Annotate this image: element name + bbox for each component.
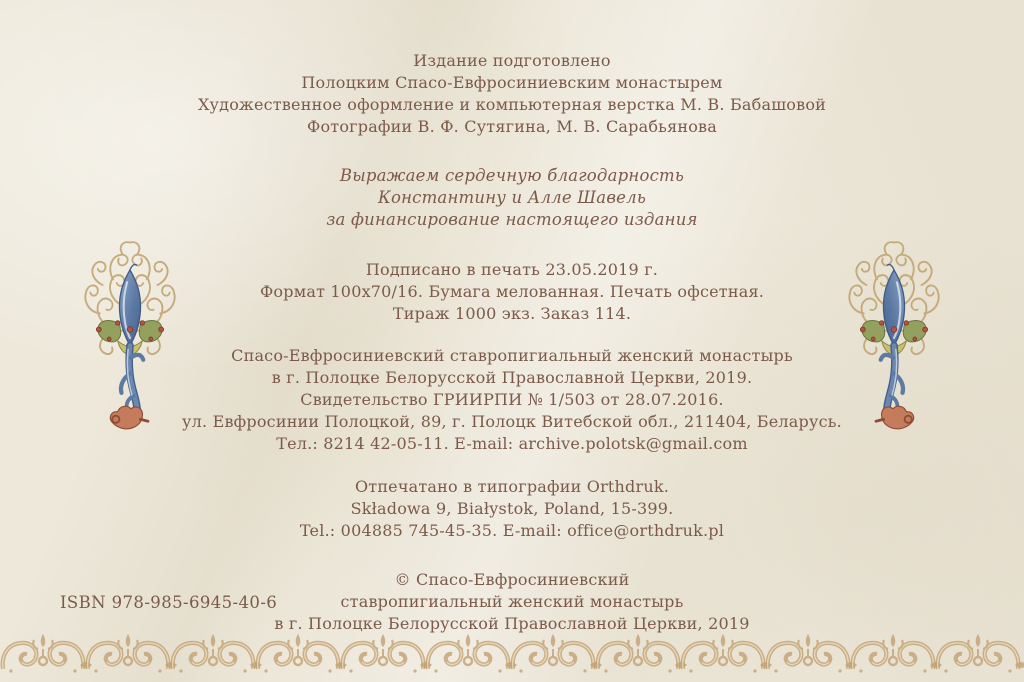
printer-block bbox=[0, 476, 1024, 542]
publisher-line: в г. Полоцке Белорусской Православной Церкви, 2019. bbox=[271, 368, 753, 387]
publisher-line: ул. Евфросинии Полоцкой, 89, г. Полоцк Витебской обл., 211404, Беларусь. bbox=[182, 412, 842, 431]
print-info-block bbox=[0, 259, 1024, 325]
print-info-line: Тираж 1000 экз. Заказ 114. bbox=[392, 304, 632, 323]
publisher-line: Свидетельство ГРИИРПИ № 1/503 от 28.07.2016. bbox=[300, 390, 724, 409]
printer-line: Tel.: 004885 745-45-35. E-mail: office@orthdruk.pl bbox=[299, 521, 725, 540]
copyright-line: в г. Полоцке Белорусской Православной Церкви, 2019 bbox=[274, 614, 750, 633]
credits-line: Полоцким Спасо-Евфросиниевским монастырем bbox=[301, 73, 723, 92]
print-info-line: Формат 100х70/16. Бумага мелованная. Печать офсетная. bbox=[259, 282, 765, 301]
print-info-line: Подписано в печать 23.05.2019 г. bbox=[365, 260, 659, 279]
credits-block bbox=[0, 50, 1024, 138]
printer-line: Składowa 9, Białystok, Poland, 15-399. bbox=[350, 499, 674, 518]
gratitude-line: Константину и Алле Шавель bbox=[377, 188, 647, 207]
isbn-number: ISBN 978-985-6945-40-6 bbox=[60, 593, 278, 612]
copyright-line: © Спасо-Евфросиниевский bbox=[394, 570, 630, 589]
scroll-frieze-border bbox=[0, 631, 1024, 679]
copyright-line: ставропигиальный женский монастырь bbox=[340, 592, 684, 611]
publisher-block bbox=[0, 345, 1024, 455]
scroll-frieze-icon bbox=[0, 631, 1024, 679]
gratitude-line: Выражаем сердечную благодарность bbox=[339, 166, 685, 185]
gratitude-line: за финансирование настоящего издания bbox=[326, 210, 698, 229]
printer-line: Отпечатано в типографии Orthdruk. bbox=[354, 477, 670, 496]
gratitude-block bbox=[0, 165, 1024, 231]
credits-line: Издание подготовлено bbox=[413, 51, 611, 70]
publisher-line: Тел.: 8214 42-05-11. E-mail: archive.polotsk@gmail.com bbox=[276, 434, 748, 453]
credits-line: Фотографии В. Ф. Сутягина, М. В. Сарабьянова bbox=[306, 117, 718, 136]
credits-line: Художественное оформление и компьютерная верстка М. В. Бабашовой bbox=[197, 95, 827, 114]
publisher-line: Спасо-Евфросиниевский ставропигиальный женский монастырь bbox=[231, 346, 793, 365]
